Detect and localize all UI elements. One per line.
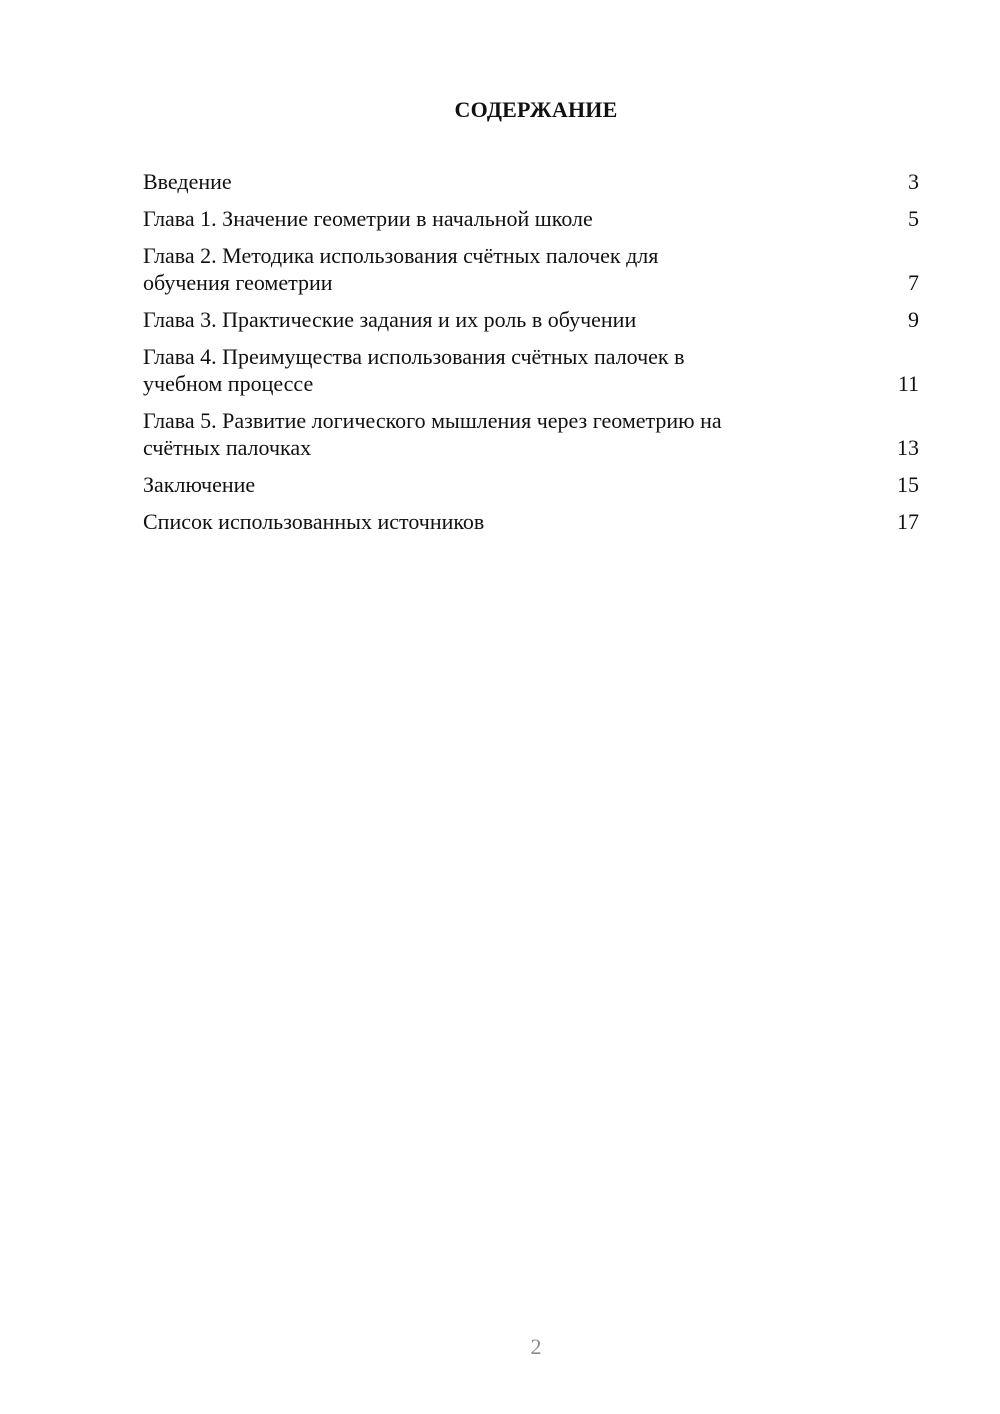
toc-entry-chapter-2[interactable] — [143, 242, 919, 296]
toc-entry-label: Глава 5. Развитие логического мышления через геометрию на счётных палочках — [143, 408, 722, 460]
toc-entry-page-number: 7 — [908, 270, 919, 295]
toc-entry-label: Список использованных источников — [143, 509, 485, 534]
page-title: СОДЕРЖАНИЕ — [454, 97, 618, 122]
page-number: 2 — [530, 1334, 542, 1359]
toc-entry-page-number: 5 — [908, 206, 919, 231]
toc-entry-chapter-4[interactable] — [143, 343, 919, 397]
table-of-contents — [143, 168, 919, 545]
toc-entry-chapter-3[interactable] — [143, 306, 919, 333]
toc-entry-label: Введение — [143, 169, 232, 194]
toc-entry-label: Глава 1. Значение геометрии в начальной школе — [143, 206, 593, 231]
toc-entry-label: Заключение — [143, 472, 256, 497]
toc-entry-page-number: 17 — [897, 509, 919, 534]
toc-entry-conclusion[interactable] — [143, 471, 919, 498]
toc-entry-page-number: 9 — [908, 307, 919, 332]
toc-entry-references[interactable] — [143, 508, 919, 535]
toc-entry-chapter-5[interactable] — [143, 407, 919, 461]
toc-entry-page-number: 13 — [897, 435, 919, 460]
toc-entry-page-number: 11 — [897, 371, 919, 396]
toc-entry-label: Глава 3. Практические задания и их роль в обучении — [143, 307, 637, 332]
toc-entry-introduction[interactable] — [143, 168, 919, 195]
toc-entry-chapter-1[interactable] — [143, 205, 919, 232]
toc-entry-page-number: 15 — [897, 472, 919, 497]
toc-entry-label: Глава 2. Методика использования счётных палочек для обучения геометрии — [143, 243, 659, 295]
toc-entry-page-number: 3 — [908, 169, 919, 194]
toc-entry-label: Глава 4. Преимущества использования счётных палочек в учебном процессе — [143, 344, 685, 396]
